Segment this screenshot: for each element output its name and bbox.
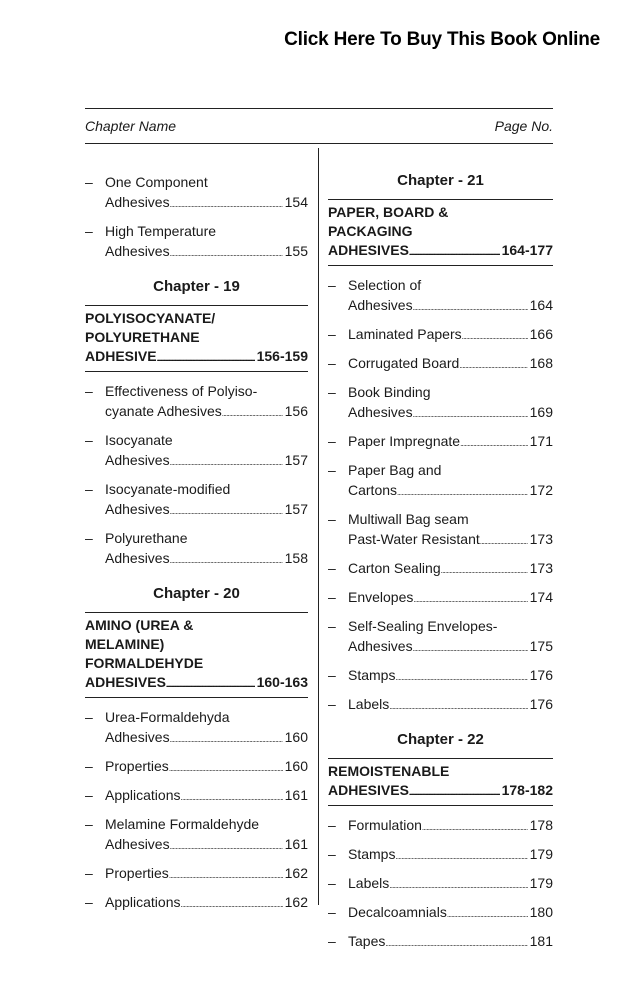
toc-leader-row <box>348 931 553 954</box>
dot-leader <box>389 873 527 896</box>
dot-leader <box>166 673 255 694</box>
dot-leader <box>169 756 283 779</box>
toc-leader-row <box>105 727 308 750</box>
toc-entry-body <box>105 172 308 215</box>
toc-page-number: 164-177 <box>501 242 553 258</box>
toc-leader-row <box>348 402 553 425</box>
toc-entry-line: One Component <box>105 174 208 190</box>
chapter-name-heading: Chapter Name <box>85 118 177 134</box>
toc-entry-line: Isocyanate <box>105 432 173 448</box>
entry-dash: – <box>85 383 93 399</box>
entry-dash: – <box>328 326 336 342</box>
toc-entry-title: ADHESIVES <box>328 242 409 258</box>
entry-dash: – <box>85 481 93 497</box>
toc-entry-body <box>348 815 553 838</box>
toc-entry[interactable] <box>328 382 553 425</box>
toc-leader-row <box>348 636 553 659</box>
entry-dash: – <box>328 511 336 527</box>
toc-entry[interactable] <box>85 172 308 215</box>
dot-leader <box>170 834 283 857</box>
toc-leader-row <box>105 892 308 915</box>
toc-entry-body <box>348 324 553 347</box>
chapter-heading: Chapter - 21 <box>397 172 484 189</box>
toc-entry-body <box>348 558 553 581</box>
toc-page-number: 173 <box>529 531 553 547</box>
toc-entry-line: Paper Bag and <box>348 462 442 478</box>
toc-page-number: 161 <box>284 787 308 803</box>
toc-entry[interactable] <box>328 587 553 610</box>
toc-entry-line: Melamine Formaldehyde <box>105 816 260 832</box>
dot-leader <box>170 241 283 264</box>
entry-dash: – <box>328 696 336 712</box>
dot-leader <box>170 727 283 750</box>
toc-entry-body <box>348 509 553 552</box>
toc-page-number: 162 <box>284 865 308 881</box>
toc-entry-title: Past-Water Resistant <box>348 531 480 547</box>
toc-leader-row <box>348 873 553 896</box>
toc-entry-body <box>105 785 308 808</box>
dot-leader <box>459 353 527 376</box>
toc-entry-line: Self-Sealing Envelopes- <box>348 618 498 634</box>
toc-leader-row <box>105 785 308 808</box>
toc-entry-line: Urea-Formaldehyda <box>105 709 230 725</box>
section-title-line: POLYISOCYANATE/ <box>85 310 216 326</box>
toc-entry-body <box>348 460 553 503</box>
toc-entry-title: Applications <box>105 787 181 803</box>
toc-leader-row <box>348 353 553 376</box>
toc-leader-row <box>105 548 308 571</box>
toc-entry[interactable] <box>328 902 553 925</box>
toc-page-number: 178 <box>529 817 553 833</box>
toc-entry-body <box>348 902 553 925</box>
toc-page-number: 166 <box>529 326 553 342</box>
dot-leader <box>441 558 528 581</box>
toc-entry-title: Decalcoamnials <box>348 904 447 920</box>
toc-leader-row <box>105 450 308 473</box>
toc-entry-title: Paper Impregnate <box>348 433 461 449</box>
toc-left-column <box>85 172 308 921</box>
dot-leader <box>389 694 527 717</box>
entry-dash: – <box>328 667 336 683</box>
toc-entry-title: Corrugated Board <box>348 355 460 371</box>
toc-leader-row <box>328 241 553 262</box>
toc-entry-line: Multiwall Bag seam <box>348 511 469 527</box>
toc-entry[interactable] <box>328 460 553 503</box>
toc-entry[interactable] <box>328 324 553 347</box>
entry-dash: – <box>328 384 336 400</box>
toc-entry-line: Book Binding <box>348 384 431 400</box>
toc-entry-title: cyanate Adhesives <box>105 403 222 419</box>
toc-right-column <box>328 172 553 960</box>
buy-book-link[interactable]: Click Here To Buy This Book Online <box>284 29 600 50</box>
toc-entry-body <box>105 528 308 571</box>
toc-entry-title: Adhesives <box>348 404 413 420</box>
toc-entry[interactable] <box>85 528 308 571</box>
toc-page-number: 175 <box>529 638 553 654</box>
toc-entry-body <box>105 430 308 473</box>
page-no-heading: Page No. <box>494 118 553 134</box>
entry-dash: – <box>328 589 336 605</box>
toc-entry-title: Cartons <box>348 482 398 498</box>
toc-entry-line: Selection of <box>348 277 422 293</box>
toc-page-number: 178-182 <box>501 782 553 798</box>
section-title-line: POLYURETHANE <box>85 329 200 345</box>
dot-leader <box>395 844 527 867</box>
toc-page-number: 168 <box>529 355 553 371</box>
toc-entry-title: Adhesives <box>105 836 170 852</box>
toc-entry-body <box>348 694 553 717</box>
toc-leader-row <box>348 815 553 838</box>
toc-leader-row <box>348 665 553 688</box>
toc-entry-line: High Temperature <box>105 223 217 239</box>
toc-entry[interactable] <box>85 381 308 424</box>
toc-entry[interactable] <box>85 892 308 915</box>
entry-dash: – <box>85 174 93 190</box>
entry-dash: – <box>328 817 336 833</box>
toc-entry-body <box>348 616 553 659</box>
dot-leader <box>181 785 283 808</box>
toc-leader-row <box>105 863 308 886</box>
toc-leader-row <box>105 192 308 215</box>
section-title-line: MELAMINE) <box>85 636 165 652</box>
toc-entry-title: Adhesives <box>348 638 413 654</box>
toc-page-number: 179 <box>529 875 553 891</box>
dot-leader <box>395 665 527 688</box>
section-title <box>328 199 553 266</box>
dot-leader <box>480 529 528 552</box>
toc-entry[interactable] <box>328 815 553 838</box>
toc-leader-row <box>348 558 553 581</box>
column-divider <box>318 148 319 905</box>
toc-page-number: 179 <box>529 846 553 862</box>
entry-dash: – <box>85 432 93 448</box>
chapter-heading: Chapter - 20 <box>153 585 240 602</box>
section-title <box>85 612 308 698</box>
toc-entry-title: Tapes <box>348 933 386 949</box>
toc-entry[interactable] <box>85 221 308 264</box>
dot-leader <box>397 480 528 503</box>
toc-entry-body <box>105 863 308 886</box>
toc-entry-body <box>105 707 308 750</box>
section-title-line: PAPER, BOARD & <box>328 204 449 220</box>
toc-entry-body <box>348 275 553 318</box>
toc-page-number: 158 <box>284 550 308 566</box>
toc-page-number: 155 <box>284 243 308 259</box>
dot-leader <box>409 241 500 262</box>
toc-leader-row <box>85 347 308 368</box>
entry-dash: – <box>85 223 93 239</box>
toc-entry-title: Properties <box>105 865 169 881</box>
entry-dash: – <box>328 277 336 293</box>
toc-entry-body <box>348 353 553 376</box>
toc-leader-row <box>105 499 308 522</box>
section-title-line: FORMALDEHYDE <box>85 655 204 671</box>
toc-entry-body <box>348 873 553 896</box>
dot-leader <box>413 587 527 610</box>
toc-entry-title: Adhesives <box>105 452 170 468</box>
toc-leader-row <box>105 241 308 264</box>
dot-leader <box>413 295 528 318</box>
toc-entry-body <box>348 665 553 688</box>
toc-leader-row <box>348 529 553 552</box>
entry-dash: – <box>328 462 336 478</box>
toc-entry-title: Adhesives <box>105 550 170 566</box>
dot-leader <box>385 931 527 954</box>
toc-entry-title: Laminated Papers <box>348 326 462 342</box>
dot-leader <box>181 892 283 915</box>
toc-entry-title: Stamps <box>348 667 396 683</box>
toc-page-number: 160 <box>284 758 308 774</box>
toc-entry-body <box>105 814 308 857</box>
toc-page-number: 176 <box>529 667 553 683</box>
dot-leader <box>413 636 528 659</box>
toc-entry[interactable] <box>328 873 553 896</box>
dot-leader <box>409 781 500 802</box>
toc-page-number: 173 <box>529 560 553 576</box>
toc-entry[interactable] <box>328 509 553 552</box>
toc-entry[interactable] <box>85 479 308 522</box>
entry-dash: – <box>328 433 336 449</box>
section-title-line: REMOISTENABLE <box>328 763 450 779</box>
toc-page-number: 176 <box>529 696 553 712</box>
toc-entry[interactable] <box>328 844 553 867</box>
toc-leader-row <box>348 902 553 925</box>
dot-leader <box>170 548 283 571</box>
toc-entry-body <box>348 587 553 610</box>
toc-entry-title: ADHESIVES <box>85 674 166 690</box>
dot-leader <box>422 815 528 838</box>
entry-dash: – <box>328 933 336 949</box>
toc-entry-title: Carton Sealing <box>348 560 441 576</box>
dot-leader <box>460 431 528 454</box>
entry-dash: – <box>328 560 336 576</box>
toc-entry[interactable] <box>85 430 308 473</box>
toc-page-number: 161 <box>284 836 308 852</box>
toc-page-number: 162 <box>284 894 308 910</box>
entry-dash: – <box>85 816 93 832</box>
entry-dash: – <box>328 846 336 862</box>
dot-leader <box>413 402 528 425</box>
toc-entry[interactable] <box>328 931 553 954</box>
toc-entry[interactable] <box>328 558 553 581</box>
entry-dash: – <box>328 355 336 371</box>
toc-entry-title: Adhesives <box>105 194 170 210</box>
toc-leader-row <box>85 673 308 694</box>
toc-entry-body <box>105 479 308 522</box>
toc-entry-title: Adhesives <box>105 243 170 259</box>
chapter-heading: Chapter - 19 <box>153 278 240 295</box>
toc-entry[interactable] <box>328 275 553 318</box>
toc-entry[interactable] <box>85 863 308 886</box>
toc-page-number: 154 <box>284 194 308 210</box>
toc-entry-body <box>105 221 308 264</box>
toc-leader-row <box>328 781 553 802</box>
toc-leader-row <box>105 401 308 424</box>
toc-page-number: 172 <box>529 482 553 498</box>
toc-entry-title: Properties <box>105 758 169 774</box>
toc-entry-body <box>105 892 308 915</box>
toc-entry-title: Envelopes <box>348 589 414 605</box>
dot-leader <box>170 192 283 215</box>
toc-page-number: 160-163 <box>256 674 308 690</box>
dot-leader <box>169 863 283 886</box>
toc-header <box>85 108 553 144</box>
dot-leader <box>447 902 528 925</box>
toc-entry[interactable] <box>85 756 308 779</box>
toc-page-number: 156 <box>284 403 308 419</box>
toc-leader-row <box>348 587 553 610</box>
toc-entry-title: Adhesives <box>348 297 413 313</box>
section-title <box>85 305 308 372</box>
toc-page-number: 180 <box>529 904 553 920</box>
toc-entry-title: Adhesives <box>105 501 170 517</box>
toc-entry-body <box>105 756 308 779</box>
dot-leader <box>222 401 283 424</box>
toc-page-number: 169 <box>529 404 553 420</box>
toc-entry-title: ADHESIVE <box>85 348 157 364</box>
toc-entry[interactable] <box>85 814 308 857</box>
dot-leader <box>170 499 283 522</box>
toc-entry-title: ADHESIVES <box>328 782 409 798</box>
toc-entry[interactable] <box>328 665 553 688</box>
toc-leader-row <box>348 844 553 867</box>
entry-dash: – <box>328 618 336 634</box>
toc-leader-row <box>348 431 553 454</box>
dot-leader <box>170 450 283 473</box>
toc-entry-body <box>348 382 553 425</box>
toc-leader-row <box>348 324 553 347</box>
toc-entry-line: Isocyanate-modified <box>105 481 231 497</box>
section-title-line: AMINO (UREA & <box>85 617 194 633</box>
dot-leader <box>462 324 528 347</box>
entry-dash: – <box>85 530 93 546</box>
toc-entry-title: Labels <box>348 875 390 891</box>
dot-leader <box>157 347 255 368</box>
toc-entry-title: Applications <box>105 894 181 910</box>
entry-dash: – <box>85 709 93 725</box>
section-title <box>328 758 553 806</box>
entry-dash: – <box>85 787 93 803</box>
toc-entry-line: Polyurethane <box>105 530 188 546</box>
toc-entry[interactable] <box>85 785 308 808</box>
toc-entry[interactable] <box>85 707 308 750</box>
toc-page-number: 181 <box>529 933 553 949</box>
toc-entry-body <box>348 931 553 954</box>
entry-dash: – <box>85 894 93 910</box>
toc-leader-row <box>348 295 553 318</box>
section-title-line: PACKAGING <box>328 223 413 239</box>
entry-dash: – <box>85 758 93 774</box>
toc-entry-title: Labels <box>348 696 390 712</box>
toc-entry-body <box>348 431 553 454</box>
toc-page-number: 156-159 <box>256 348 308 364</box>
entry-dash: – <box>85 865 93 881</box>
toc-entry[interactable] <box>328 616 553 659</box>
toc-page-number: 171 <box>529 433 553 449</box>
toc-leader-row <box>105 834 308 857</box>
toc-entry[interactable] <box>328 353 553 376</box>
toc-page-number: 160 <box>284 729 308 745</box>
toc-page-number: 157 <box>284 501 308 517</box>
toc-page-number: 174 <box>529 589 553 605</box>
toc-leader-row <box>105 756 308 779</box>
entry-dash: – <box>328 875 336 891</box>
toc-entry-body <box>105 381 308 424</box>
toc-entry-title: Stamps <box>348 846 396 862</box>
toc-entry-body <box>348 844 553 867</box>
toc-leader-row <box>348 480 553 503</box>
toc-page-number: 164 <box>529 297 553 313</box>
toc-page-number: 157 <box>284 452 308 468</box>
toc-entry-title: Formulation <box>348 817 422 833</box>
toc-leader-row <box>348 694 553 717</box>
toc-entry-line: Effectiveness of Polyiso- <box>105 383 258 399</box>
entry-dash: – <box>328 904 336 920</box>
toc-entry-title: Adhesives <box>105 729 170 745</box>
chapter-heading: Chapter - 22 <box>397 731 484 748</box>
toc-entry[interactable] <box>328 694 553 717</box>
toc-entry[interactable] <box>328 431 553 454</box>
